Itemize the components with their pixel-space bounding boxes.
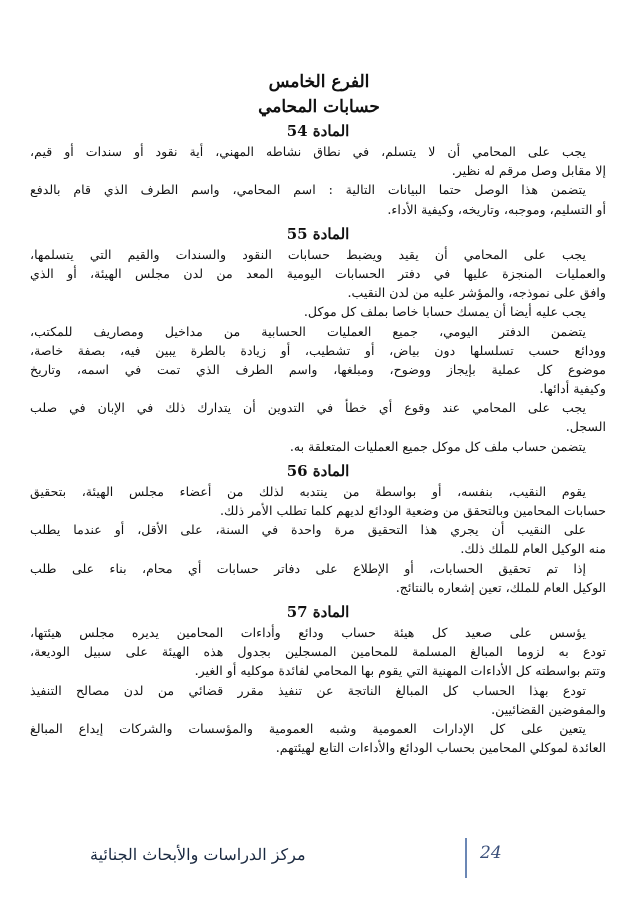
paragraph-line: وافق على نموذجه، والمؤشر عليه من لدن النقيب. <box>347 285 606 301</box>
paragraph-line: يتعين على كل الإدارات العمومية وشبه العمومية والمؤسسات والشركات إيداع المبالغ <box>30 720 586 736</box>
paragraph-line: إذا تم تحقيق الحسابات، أو الإطلاع على دفاتر حسابات أي محام، بناء على طلب <box>30 560 586 576</box>
paragraph-line: العائدة لموكلي المحامين بحساب الودائع والأداءات التابع لهيئتهم. <box>275 740 606 756</box>
paragraph-line: منه الوكيل العام للملك ذلك. <box>460 541 606 557</box>
paragraph-line: أو التسليم، وموجبه، وتاريخه، وكيفية الأداء. <box>387 201 606 217</box>
publisher-name: مركز الدراسات والأبحاث الجنائية <box>90 845 306 864</box>
article-spacer <box>30 757 606 761</box>
paragraph-line: يجب على المحامي أن يقيد ويضبط حسابات النقود والسندات والقيم التي يتسلمها، <box>30 246 586 262</box>
paragraph-line: وتتم بواسطته كل الأداءات المهنية التي يقوم بها المحامي لفائدة موكليه أو الغير. <box>194 663 606 679</box>
article-title: المادة 55 <box>286 224 350 243</box>
paragraph-line: موضوع كل عملية بإيجاز ووضوح، ومبلغها، واسم الطرف الذي تمت في اسمه، وتاريخ <box>30 361 606 377</box>
footer-divider <box>465 838 467 878</box>
paragraph-line: وودائع حسب تسلسلها دون بياض، أو تشطيب، أو زيادة بالطرة يبين فيه، بصفة خاصة، <box>30 342 606 358</box>
paragraph-line: يقوم النقيب، بنفسه، أو بواسطة من ينتدبه لذلك من أعضاء مجلس الهيئة، بتحقيق <box>30 483 586 499</box>
paragraph-line: يتضمن هذا الوصل حتما البيانات التالية : اسم المحامي، واسم الطرف الذي قام بالدفع <box>30 182 586 198</box>
paragraph-line: والعمليات المنجزة عليها في دفتر الحسابات اليومية المعد من لدن مجلس الهيئة، أو الذي <box>30 265 606 281</box>
paragraph-line: تودع بهذا الحساب كل المبالغ الناتجة عن تنفيذ مقرر قضائي من لدن مصالح التنفيذ <box>30 682 586 698</box>
paragraph-line: حسابات المحامين وبالتحقق من وضعية الودائع لديهم كلما تطلب الأمر ذلك. <box>220 503 606 518</box>
branch-heading: الفرع الخامس <box>268 72 370 92</box>
paragraph-line: الوكيل العام للملك، تعين إشعاره بالنتائج. <box>395 579 606 595</box>
paragraph-line: والمفوضين القضائيين. <box>491 701 606 717</box>
paragraph-line: إلا مقابل وصل مرقم له نظير. <box>451 163 606 179</box>
paragraph-line: السجل. <box>565 419 606 435</box>
section-subtitle: حسابات المحامي <box>258 97 380 117</box>
paragraph-line: يجب عليه أيضا أن يمسك حسابا خاصا بملف كل موكل. <box>303 304 586 320</box>
article-title: المادة 57 <box>286 602 350 621</box>
paragraph-line: يؤسس على صعيد كل هيئة حساب ودائع وأداءات المحامين يديره مجلس هيئتها، <box>30 624 586 640</box>
page-number: 24 <box>480 843 502 863</box>
paragraph-line: تودع به لزوما المبالغ المسلمة للمحامين المسجلين بجدول هذه الهيئة على سبيل الوديعة، <box>30 644 606 660</box>
paragraph-line: على النقيب أن يجري هذا التحقيق مرة واحدة في السنة، على الأقل، أو عندما يطلب <box>30 522 586 538</box>
article-title: المادة 54 <box>286 122 350 140</box>
paragraph-line: يتضمن حساب ملف كل موكل جميع العمليات المتعلقة به. <box>289 438 586 454</box>
paragraph-line: يتضمن الدفتر اليومي، جميع العمليات الحسابية من مداخيل ومصاريف للمكتب، <box>30 323 586 339</box>
paragraph-line: يجب على المحامي أن لا يتسلم، في نطاق نشاطه المهني، أية نقود أو سندات أو قيم، <box>30 144 586 159</box>
article-title: المادة 56 <box>286 461 350 480</box>
paragraph-line: وكيفية أدائها. <box>539 381 606 397</box>
paragraph-line: يجب على المحامي عند وقوع أي خطأ في التدوين أن يتدارك ذلك في الإبان في صلب <box>30 400 586 416</box>
articles-body <box>30 120 606 761</box>
